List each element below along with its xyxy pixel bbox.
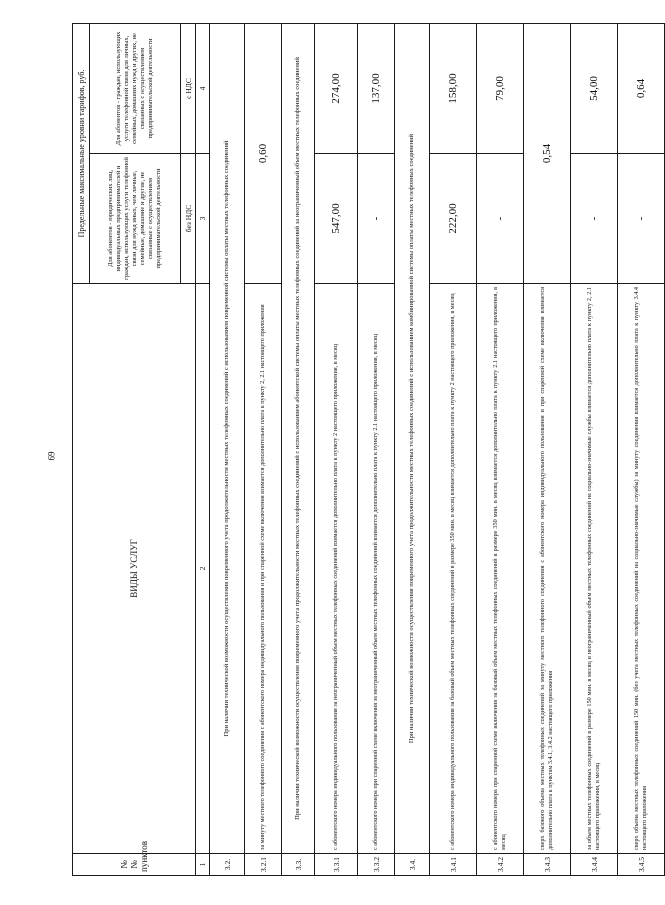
service-description: сверх объема местных телефонных соединений 150 мин. (без учета местных телефонных соединений на социально-значимые службы) за минуту соединения взимается дополнительно плата к пункту 3.4.4 настоящего приложения (618, 284, 665, 854)
index-1: 1 (196, 854, 210, 876)
row-number: 3.3.1 (315, 854, 358, 876)
service-description: с абонентского номера индивидуального пользования за базовый объем местных телефонных соединений в размере 350 мин. в месяц взимается дополнительно плата к пункту 2 настоящего приложения, в месяц (430, 284, 477, 854)
table-row (210, 24, 245, 876)
row-number: 3.4.4 (571, 854, 618, 876)
header-legal-entities: Для абонентов - юридических лиц, индивидуальных предпринимателей и граждан, использующих услуги телефонной связи для нужд иных, чем личные, семейные, домашние и другие, не связанные с осуществлением предпринимательской деятельности (90, 154, 181, 284)
tariff-citizens: 158,00 (430, 24, 477, 154)
row-number: 3.4.1 (430, 854, 477, 876)
tariff-table (72, 23, 665, 876)
row-number: 3.3.2 (358, 854, 395, 876)
header-no: №№ пунктов (73, 854, 196, 876)
tariff-legal: - (618, 154, 665, 284)
section-heading: При наличии технической возможности осуществления повременного учета продолжительности местных телефонных соединений с использованием комбинированной системы оплаты местных телефонных соединений (395, 24, 430, 854)
section-heading: При наличии технической возможности осуществления повременного учета продолжительности местных телефонных соединений с использованием повременной системы оплаты местных телефонных соединений (210, 24, 245, 854)
service-description: за объем местных телефонных соединений в размере 150 мин. в месяц и неограниченный объем местных телефонных соединений на социально-значимые службы взимается дополнительно плата к пункту 2, 2.1 настоящего приложения, в месяц (571, 284, 618, 854)
tariff-citizens: 79,00 (477, 24, 524, 154)
service-description: за минуту местного телефонного соединения с абонентского номера индивидуального пользования и при спаренной схеме включения взимается дополнительно плата к пункту 2, 2.1 настоящего приложения (245, 284, 282, 854)
table-row (430, 24, 477, 876)
tariff-citizens: 274,00 (315, 24, 358, 154)
table-row (245, 24, 282, 876)
page-number: 69 (46, 451, 56, 461)
table-row (477, 24, 524, 876)
header-with-vat: с НДС (181, 24, 196, 154)
section-heading: При наличии технической возможности осуществления повременного учета продолжительности местных телефонных соединений с использованием абонентской системы оплаты местных телефонных соединений за неограниченный объем местных телефонных соединений (282, 24, 315, 854)
service-description: сверх базового объема местных телефонных соединений за минуту местного телефонного соединения с абонентского номера индивидуального пользования и при спаренной схеме включения взимается дополнительно плата к пунктам 3.4.1, 3.4.2 настоящего приложения (524, 284, 571, 854)
header-tariffs: Предельные максимальные уровни тарифов, руб. (73, 24, 90, 284)
row-number: 3.4.5 (618, 854, 665, 876)
table-row (358, 24, 395, 876)
table-row (282, 24, 315, 876)
tariff-citizens: 0,64 (618, 24, 665, 154)
tariff-legal: - (571, 154, 618, 284)
service-description: с абонентского номера индивидуального пользования за неограниченный объем местных телефонных соединений взимается дополнительно плата к пункту 2 настоящего приложения, в месяц (315, 284, 358, 854)
service-description: с абонентского номера при спаренной схеме включения за базовый объем местных телефонных соединений в размере 350 мин. в месяц взимается дополнительно плата к пункту 2.1 настоящего приложения, в месяц (477, 284, 524, 854)
rotated-page (72, 24, 648, 876)
table-row (618, 24, 665, 876)
index-3: 3 (196, 154, 210, 284)
header-services: ВИДЫ УСЛУГ (73, 284, 196, 854)
table-row (571, 24, 618, 876)
row-number: 3.2. (210, 854, 245, 876)
table-row (395, 24, 430, 876)
tariff-citizens: 54,00 (571, 24, 618, 154)
tariff-value: 0,60 (245, 24, 282, 284)
row-number: 3.4.3 (524, 854, 571, 876)
row-number: 3.3. (282, 854, 315, 876)
tariff-legal: 547,00 (315, 154, 358, 284)
index-2: 2 (196, 284, 210, 854)
row-number: 3.4.2 (477, 854, 524, 876)
table-row (315, 24, 358, 876)
tariff-legal: - (358, 154, 395, 284)
table-row (524, 24, 571, 876)
header-without-vat: без НДС (181, 154, 196, 284)
row-number: 3.2.1 (245, 854, 282, 876)
tariff-legal: - (477, 154, 524, 284)
service-description: с абонентского номера при спаренной схеме включения за неограниченный объем местных телефонных соединений взимается дополнительно плата к пункту 2.1 настоящего приложения, в месяц (358, 284, 395, 854)
tariff-value: 0,54 (524, 24, 571, 284)
tariff-legal: 222,00 (430, 154, 477, 284)
header-citizens: Для абонентов - граждан, использующих услуги телефонной связи для личных, семейных, домашних нужд и других, не связанных с осуществлением предпринимательской деятельности (90, 24, 181, 154)
row-number: 3.4. (395, 854, 430, 876)
index-4: 4 (196, 24, 210, 154)
tariff-citizens: 137,00 (358, 24, 395, 154)
